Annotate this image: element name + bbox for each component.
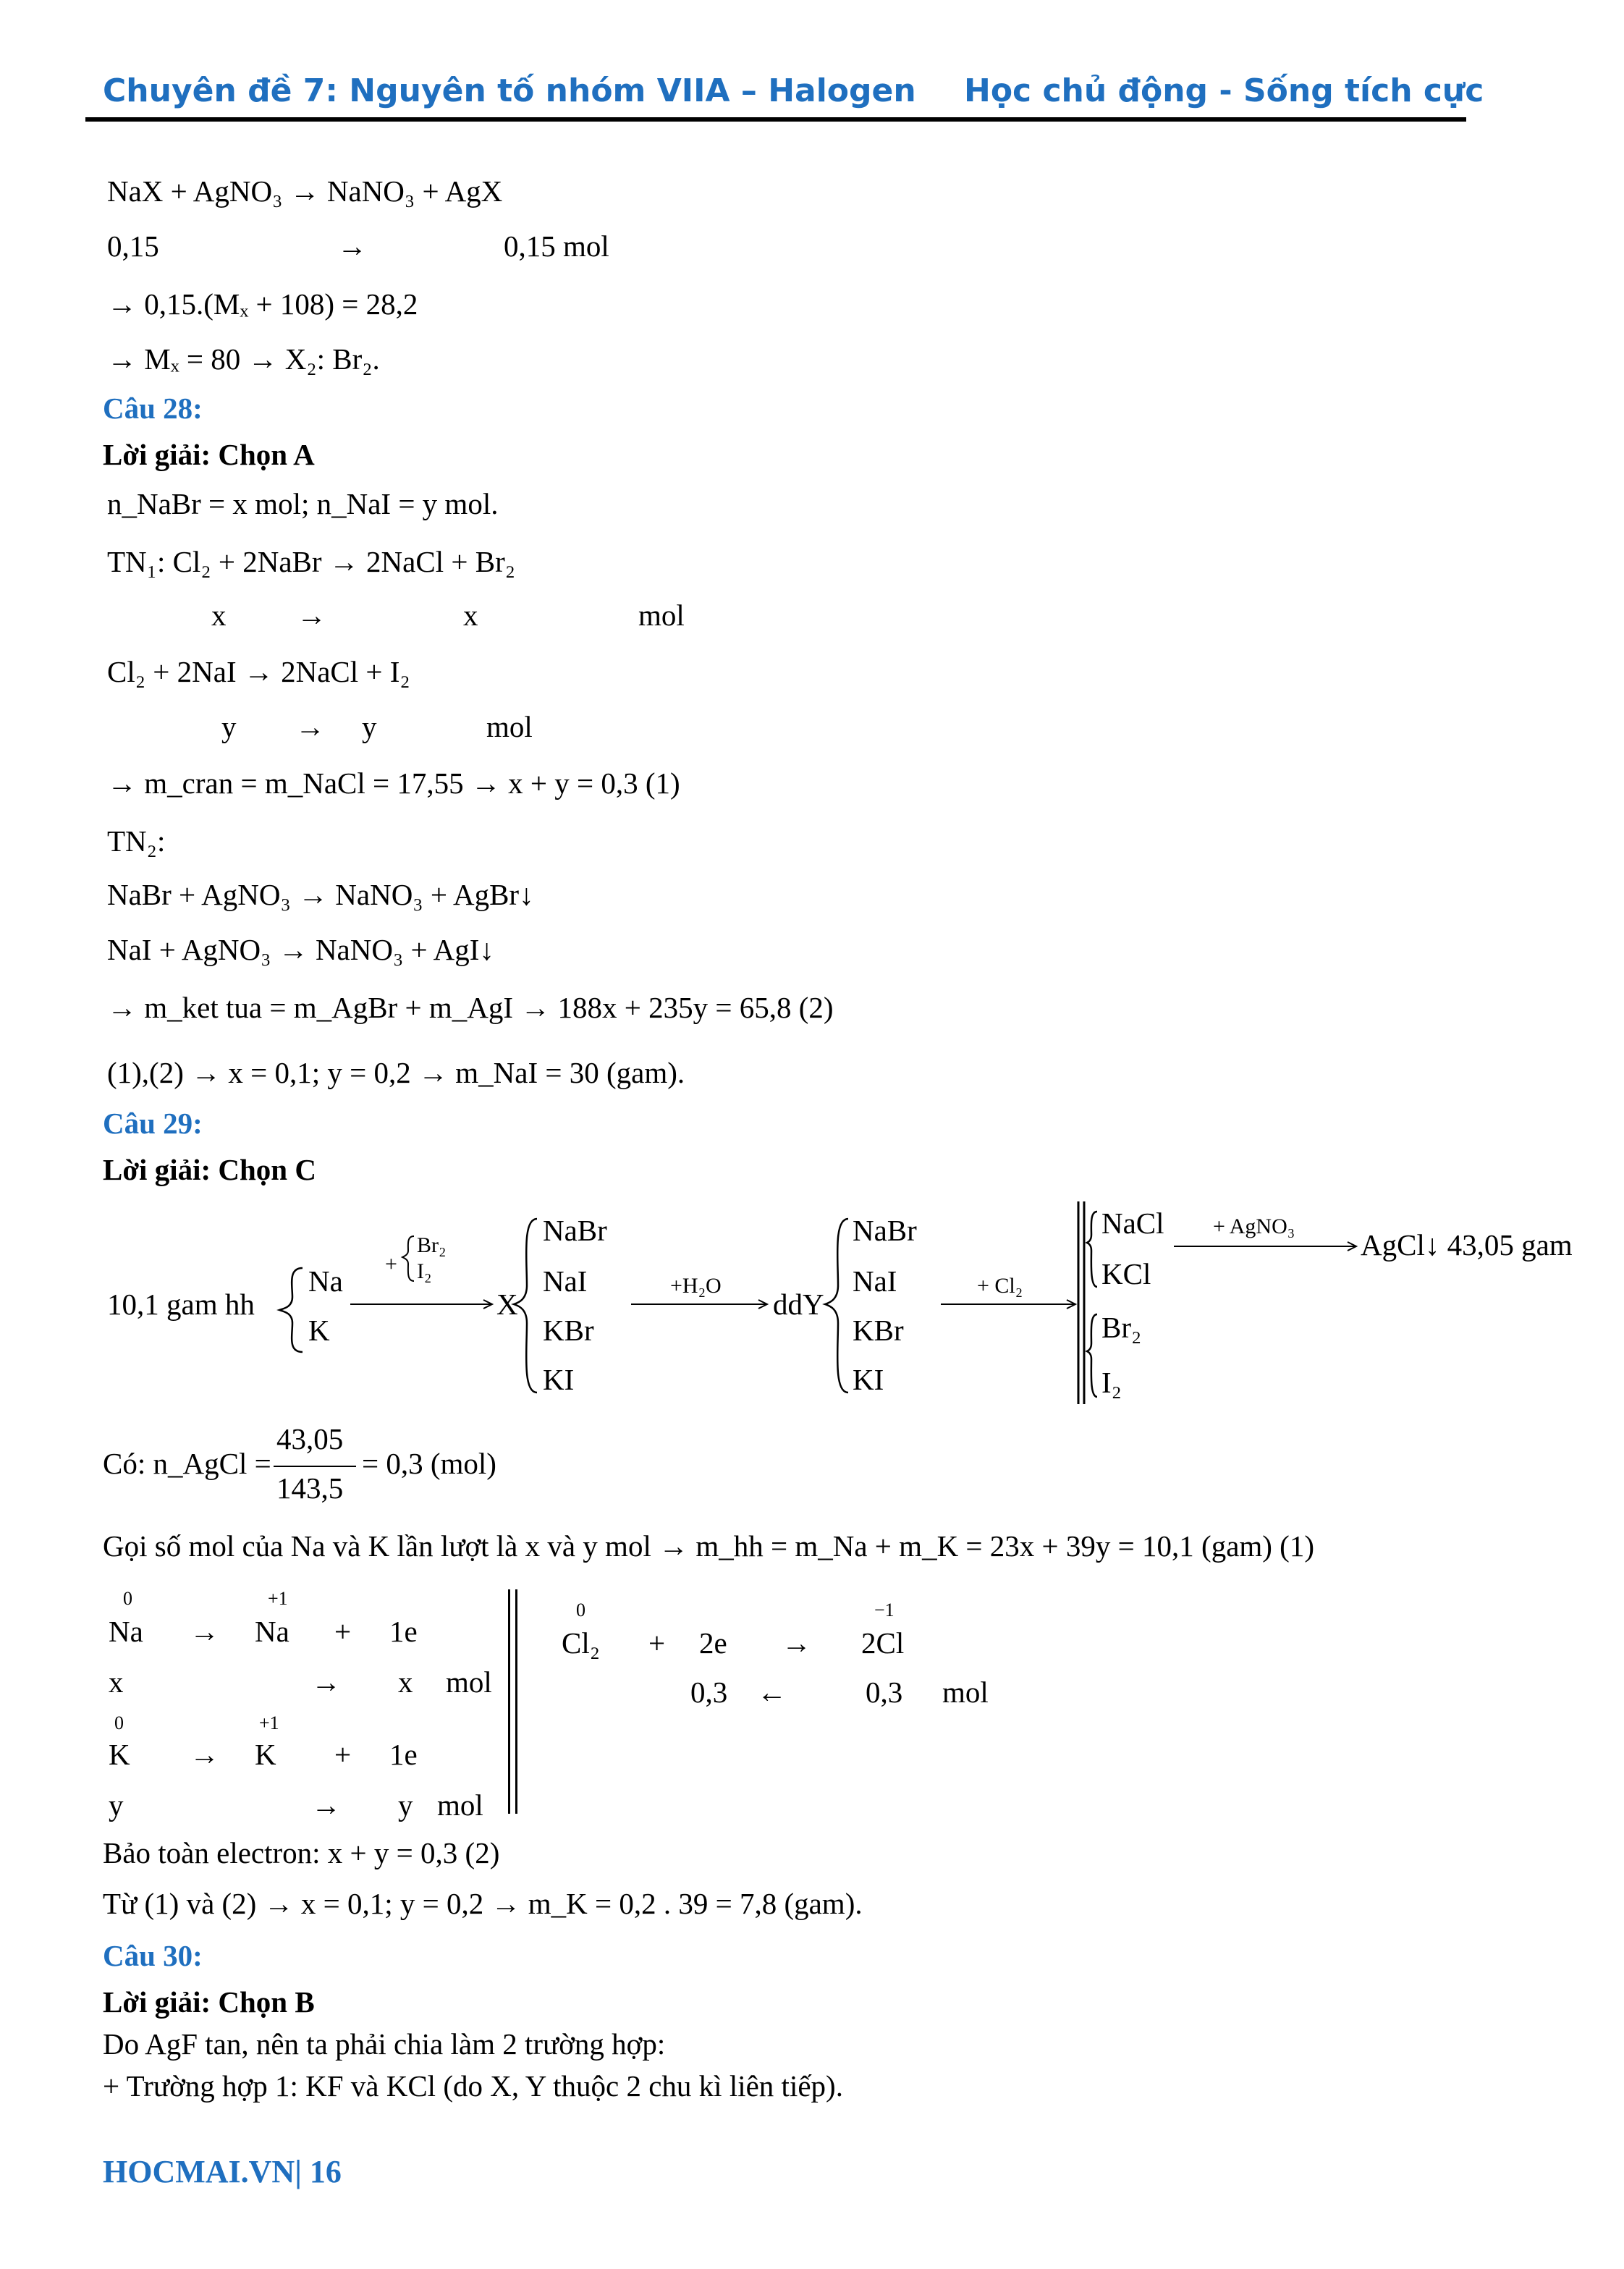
mol-arrow: → [337, 229, 367, 263]
ox-k-plus1: +1 [259, 1712, 279, 1733]
brace-y [825, 1219, 848, 1393]
red-mol: mol [942, 1676, 989, 1709]
q28-m1-c: x [463, 599, 478, 632]
mol-right: 0,15 mol [504, 229, 609, 263]
footer-page: HOCMAI.VN| 16 [103, 2154, 342, 2189]
scheme-prod-nacl: NaCl [1101, 1207, 1164, 1240]
red-2e: 2e [699, 1626, 727, 1660]
q28-line-nai: Cl₂ + 2NaI → 2NaCl + I₂ [107, 655, 410, 688]
q30-line-2: + Trường hợp 1: KF và KCl (do X, Y thuộc 2 chu kì liên tiếp). [103, 2069, 843, 2103]
q28-m2-a: y [221, 710, 237, 743]
scheme-prod-br2: Br₂ [1101, 1311, 1142, 1344]
equation-nax-agno3: NaX + AgNO₃ → NaNO₃ + AgX [107, 174, 503, 208]
ox-x-left: x [109, 1665, 124, 1699]
scheme-reagent-water: +H₂O [670, 1274, 722, 1298]
scheme-plus: + [385, 1252, 397, 1276]
nagcl-denominator: 143,5 [276, 1471, 344, 1505]
ox-x-right: x [398, 1665, 413, 1699]
red-2cl: 2Cl [861, 1626, 905, 1660]
scheme-metal-k: K [308, 1314, 330, 1347]
scheme-prod-kcl: KCl [1101, 1257, 1151, 1290]
ox-x-mol: mol [446, 1665, 492, 1699]
brace-x [514, 1219, 537, 1393]
ox-na-plus1: +1 [268, 1588, 288, 1609]
nagcl-numerator: 43,05 [276, 1422, 344, 1455]
molar-mass-result: → Mₓ = 80 → X₂: Br₂. [107, 342, 380, 376]
ox-plus-1: + [334, 1615, 352, 1648]
q28-m2-b: → [295, 710, 325, 743]
question-28-title: Câu 28: [103, 392, 203, 425]
scheme-y-ki: KI [853, 1363, 884, 1396]
q30-line-1: Do AgF tan, nên ta phải chia làm 2 trường hợp: [103, 2027, 666, 2061]
redox-separator-2 [515, 1589, 517, 1814]
scheme-x-nai: NaI [543, 1264, 588, 1298]
q28-line-tn1: TN₁: Cl₂ + 2NaBr → 2NaCl + Br₂ [107, 545, 516, 578]
red-cl-minus1: −1 [874, 1600, 895, 1621]
ox-y-mol: mol [437, 1788, 483, 1822]
ox-y-right: y [398, 1788, 413, 1822]
brace-products-2 [1087, 1314, 1097, 1397]
nagcl-rhs: = 0,3 (mol) [362, 1447, 496, 1480]
scheme-metal-na: Na [308, 1264, 343, 1298]
scheme-result: AgCl↓ 43,05 gam [1361, 1228, 1573, 1262]
red-v2: 0,3 [866, 1676, 903, 1709]
ox-na-zero: 0 [123, 1588, 132, 1609]
q28-line-agi: NaI + AgNO₃ → NaNO₃ + AgI↓ [107, 933, 494, 966]
ox-y-left: y [109, 1788, 124, 1822]
bao-toan-electron: Bảo toàn electron: x + y = 0,3 (2) [103, 1836, 500, 1869]
red-cl2: Cl₂ [562, 1626, 601, 1660]
ox-na-ion: Na [255, 1615, 289, 1648]
header-title: Chuyên đề 7: Nguyên tố nhóm VIIA – Halogen [103, 72, 916, 109]
question-29-title: Câu 29: [103, 1107, 203, 1140]
scheme-start: 10,1 gam hh [107, 1288, 255, 1321]
scheme-x-kbr: KBr [543, 1314, 594, 1347]
q28-m2-c: y [362, 710, 377, 743]
ox-electron-2: 1e [389, 1738, 418, 1771]
brace-metals [279, 1268, 303, 1352]
ox-arrow-1: → [190, 1615, 219, 1648]
red-arrow: → [782, 1626, 811, 1660]
mol-left: 0,15 [107, 229, 159, 263]
red-plus: + [648, 1626, 666, 1660]
q28-m1-d: mol [638, 599, 685, 632]
redox-separator-1 [508, 1589, 510, 1814]
red-v1: 0,3 [690, 1676, 728, 1709]
question-28-answer: Lời giải: Chọn A [103, 438, 315, 471]
ox-k-ion: K [255, 1738, 276, 1771]
goi-so-mol: Gọi số mol của Na và K lần lượt là x và y mol → m_hh = m_Na + m_K = 23x + 39y = 10,1 (gam) (1) [103, 1529, 1314, 1563]
scheme-x: X [496, 1288, 518, 1321]
q28-line-ket-tua: → m_ket tua = m_AgBr + m_AgI → 188x + 235y = 65,8 (2) [107, 991, 834, 1024]
scheme-y-nabr: NaBr [853, 1214, 917, 1247]
red-back-arrow: ← [757, 1676, 787, 1709]
scheme-reagent-agno3: + AgNO₃ [1213, 1214, 1295, 1238]
ox-na: Na [109, 1615, 143, 1648]
q28-line-mol: n_NaBr = x mol; n_NaI = y mol. [107, 487, 499, 520]
nagcl-lhs: Có: n_AgCl = [103, 1447, 271, 1480]
q28-line-cran: → m_cran = m_NaCl = 17,55 → x + y = 0,3 (1) [107, 766, 680, 800]
scheme-reagent-cl2: + Cl₂ [977, 1274, 1023, 1298]
scheme-x-nabr: NaBr [543, 1214, 607, 1247]
q28-m1-b: → [297, 599, 326, 632]
ox-arrow-y: → [311, 1788, 341, 1822]
q28-m1-a: x [211, 599, 227, 632]
brace-products-1 [1087, 1212, 1097, 1287]
question-29-answer: Lời giải: Chọn C [103, 1153, 316, 1186]
header-slogan: Học chủ động - Sống tích cực [964, 72, 1484, 109]
ox-arrow-2: → [190, 1738, 219, 1771]
question-30-title: Câu 30: [103, 1939, 203, 1972]
q28-m2-d: mol [486, 710, 533, 743]
scheme-y: ddY [773, 1288, 824, 1321]
scheme-prod-i2: I₂ [1101, 1366, 1122, 1399]
ox-arrow-x: → [311, 1665, 341, 1699]
scheme-y-kbr: KBr [853, 1314, 904, 1347]
ox-k-zero: 0 [114, 1712, 124, 1733]
question-30-answer: Lời giải: Chọn B [103, 1985, 315, 2019]
mass-equation: → 0,15.(Mₓ + 108) = 28,2 [107, 287, 418, 321]
ox-plus-2: + [334, 1738, 352, 1771]
scheme-x-ki: KI [543, 1363, 575, 1396]
q28-line-agbr: NaBr + AgNO₃ → NaNO₃ + AgBr↓ [107, 878, 534, 911]
ox-k: K [109, 1738, 130, 1771]
q29-result: Từ (1) và (2) → x = 0,1; y = 0,2 → m_K = 0,2 . 39 = 7,8 (gam). [103, 1887, 863, 1920]
q28-line-result: (1),(2) → x = 0,1; y = 0,2 → m_NaI = 30 (gam). [107, 1056, 685, 1089]
brace-reagents [402, 1236, 414, 1281]
scheme-reagent-i2: I₂ [417, 1259, 432, 1283]
scheme-reagent-br2: Br₂ [417, 1233, 447, 1257]
ox-electron-1: 1e [389, 1615, 418, 1648]
q28-line-tn2: TN₂: [107, 824, 166, 858]
scheme-y-nai: NaI [853, 1264, 897, 1298]
red-cl2-zero: 0 [576, 1600, 585, 1621]
